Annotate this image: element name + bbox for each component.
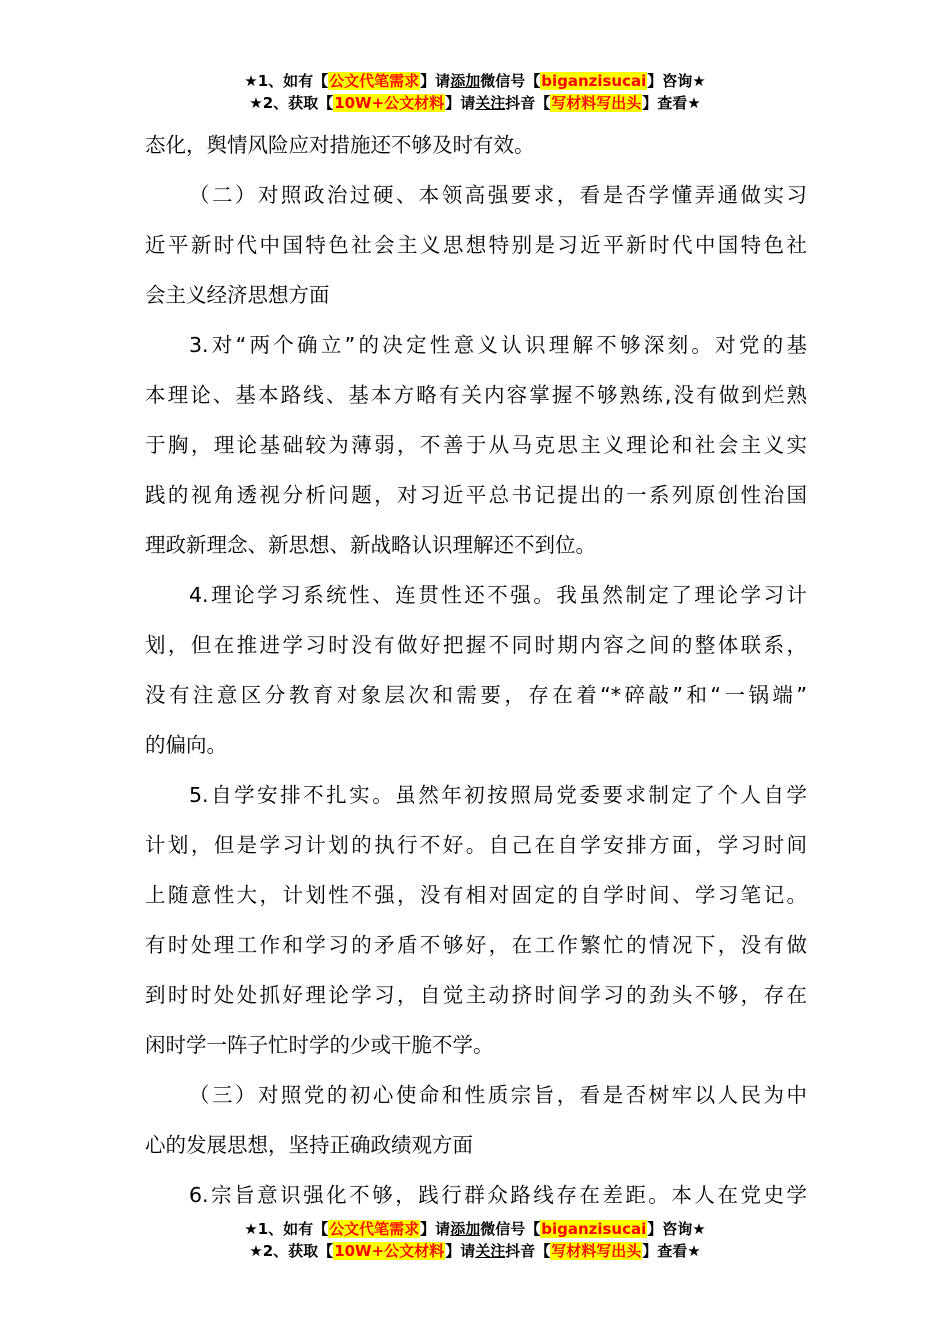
highlight-service: 公文代笔需求	[329, 72, 420, 90]
highlight-materials: 10W+公文材料	[334, 1242, 445, 1260]
footer-banner	[0, 1218, 950, 1262]
banner-line-1: ★1、如有【公文代笔需求】请添加微信号【biganzisucai】咨询★	[244, 72, 706, 90]
paragraph: 3.对“两个确立”的决定性意义认识理解不够深刻。对党的基 本理论、基本路线、基本方略有关内容掌握不够熟练,没有做到烂熟 于胸，理论基础较为薄弱，不善于从马克思主义理论和社会主义实 践的视角透视分析问题，对习近平总书记提出的一系列原创性治国 理政新理念、新思想、新战略认识理解还不到位。	[145, 333, 807, 557]
highlight-wechat-id: biganzisucai	[541, 1220, 647, 1238]
section-heading: （三）对照党的初心使命和性质宗旨，看是否树牢以人民为中 心的发展思想，坚持正确政绩观方面	[145, 1083, 807, 1157]
highlight-wechat-id: biganzisucai	[541, 72, 647, 90]
section-heading: （二）对照政治过硬、本领高强要求，看是否学懂弄通做实习 近平新时代中国特色社会主义思想特别是习近平新时代中国特色社 会主义经济思想方面	[145, 183, 807, 307]
highlight-service: 公文代笔需求	[329, 1220, 420, 1238]
paragraph: 5.自学安排不扎实。虽然年初按照局党委要求制定了个人自学 计划，但是学习计划的执行不好。自己在自学安排方面，学习时间 上随意性大，计划性不强，没有相对固定的自学时间、学习笔记。 有时处理工作和学习的矛盾不够好，在工作繁忙的情况下，没有做 到时时处处抓好理论学习，自觉主动挤时间学习的劲头不够，存在 闲时学一阵子忙时学的少或干脆不学。	[145, 783, 807, 1057]
header-banner	[0, 70, 950, 114]
highlight-douyin: 写材料写出头	[551, 94, 642, 112]
highlight-materials: 10W+公文材料	[334, 94, 445, 112]
banner-line-2: ★2、获取【10W+公文材料】请关注抖音【写材料写出头】查看★	[249, 94, 701, 112]
banner-line-2: ★2、获取【10W+公文材料】请关注抖音【写材料写出头】查看★	[249, 1242, 701, 1260]
paragraph: 4.理论学习系统性、连贯性还不强。我虽然制定了理论学习计 划，但在推进学习时没有做好把握不同时期内容之间的整体联系， 没有注意区分教育对象层次和需要，存在着“*碎敲”和“一锅端” 的偏向。	[145, 583, 807, 757]
banner-line-1: ★1、如有【公文代笔需求】请添加微信号【biganzisucai】咨询★	[244, 1220, 706, 1238]
paragraph: 6.宗旨意识强化不够，践行群众路线存在差距。本人在党史学	[189, 1183, 807, 1207]
document-body	[145, 120, 807, 1220]
highlight-douyin: 写材料写出头	[551, 1242, 642, 1260]
paragraph: 态化，舆情风险应对措施还不够及时有效。	[145, 133, 535, 157]
